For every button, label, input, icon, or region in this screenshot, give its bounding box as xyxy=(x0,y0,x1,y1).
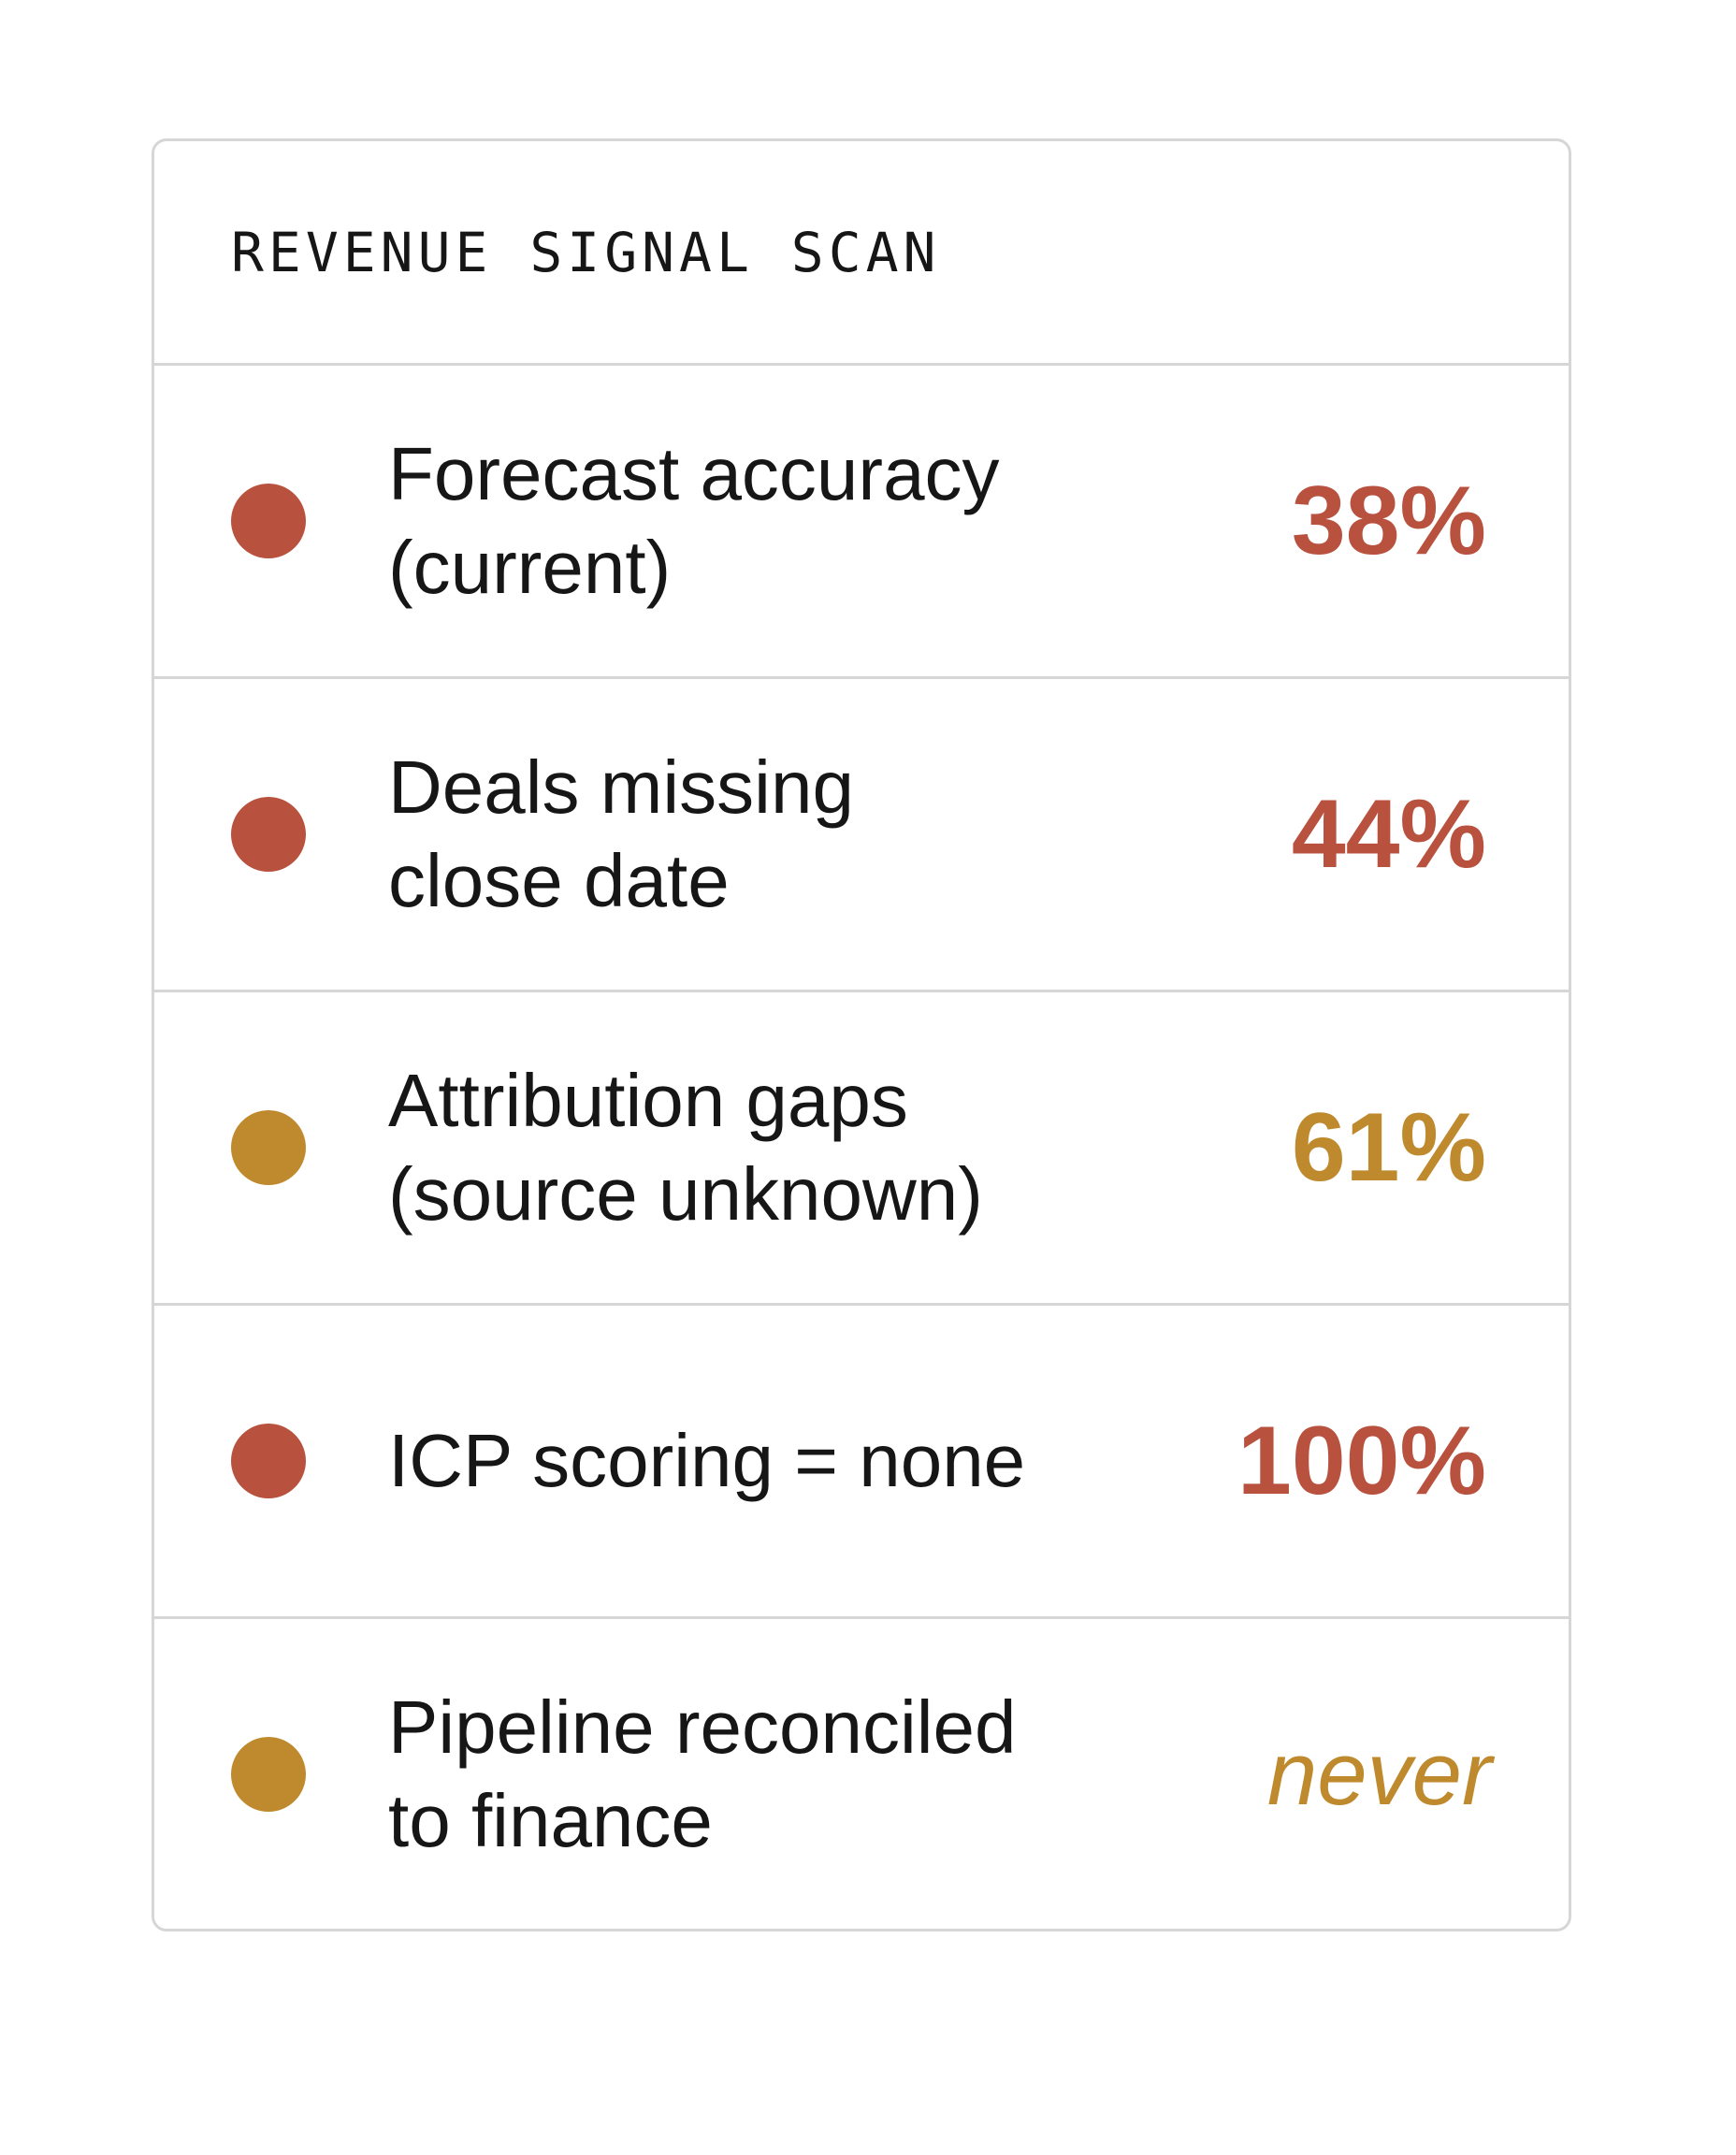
signal-row-deals-missing-close-date xyxy=(154,679,1569,992)
card-header xyxy=(154,141,1569,366)
signal-label: Attribution gaps (source unknown) xyxy=(388,1059,983,1236)
signal-value: 38% xyxy=(1291,467,1486,575)
status-dot-icon xyxy=(231,1424,306,1498)
revenue-signal-card xyxy=(152,138,1571,1931)
signal-label: Deals missing close date xyxy=(388,745,854,922)
signal-row-pipeline-reconciled xyxy=(154,1619,1569,1929)
status-dot-icon xyxy=(231,1737,306,1812)
signal-label: ICP scoring = none xyxy=(388,1419,1026,1502)
signal-value: 61% xyxy=(1291,1093,1486,1202)
signal-label: Pipeline reconciled to finance xyxy=(388,1685,1017,1862)
signal-row-icp-scoring xyxy=(154,1306,1569,1619)
signal-value: never xyxy=(1266,1723,1492,1824)
card-title: REVENUE SIGNAL SCAN xyxy=(231,220,941,284)
signal-value: 100% xyxy=(1237,1407,1486,1515)
status-dot-icon xyxy=(231,1110,306,1185)
signal-row-forecast-accuracy xyxy=(154,366,1569,679)
signal-label: Forecast accuracy (current) xyxy=(388,432,1000,609)
signal-value: 44% xyxy=(1291,780,1486,889)
status-dot-icon xyxy=(231,484,306,558)
signal-row-attribution-gaps xyxy=(154,992,1569,1306)
status-dot-icon xyxy=(231,797,306,872)
